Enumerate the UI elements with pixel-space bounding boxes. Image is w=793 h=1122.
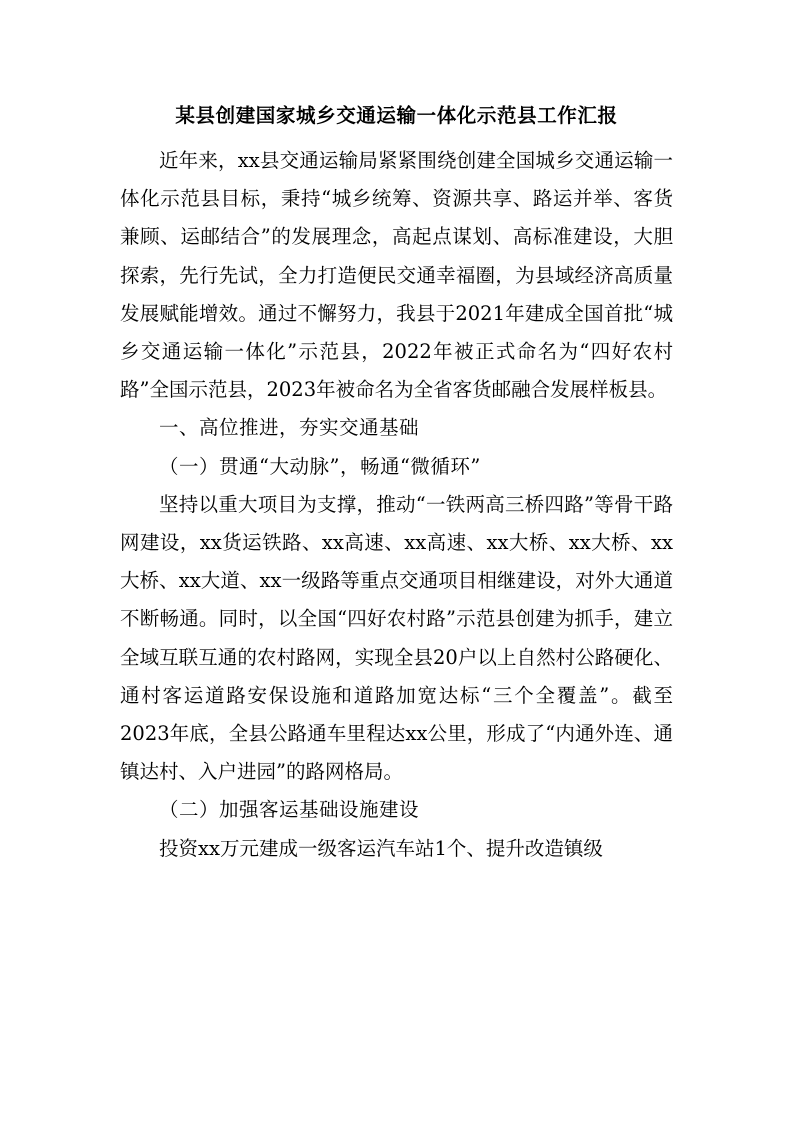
subsection-paragraph: 坚持以重大项目为支撑，推动“一铁两高三桥四路”等骨干路网建设，xx货运铁路、xx高速、xx高速、xx大桥、xx大桥、xx大桥、xx大道、xx一级路等重点交通项目相继建设，对外大通道不断畅通。同时，以全国“四好农村路”示范县创建为抓手，建立全域互联互通的农村路网，实现全县20户以上自然村公路硬化、通村客运道路安保设施和道路加宽达标“三个全覆盖”。截至2023年底，全县公路通车里程达xx公里，形成了“内通外连、通镇达村、入户进园”的路网格局。 [120,492,673,784]
document-body [120,142,673,868]
subsection-heading: （一）贯通“大动脉”，畅通“微循环” [159,454,481,478]
subsection-paragraph: 投资xx万元建成一级客运汽车站1个、提升改造镇级 [159,836,603,860]
intro-paragraph: 近年来，xx县交通运输局紧紧围绕创建全国城乡交通运输一体化示范县目标，秉持“城乡统筹、资源共享、路运并举、客货兼顾、运邮结合”的发展理念，高起点谋划、高标准建设，大胆探索，先行先试，全力打造便民交通幸福圈，为县域经济高质量发展赋能增效。通过不懈努力，我县于2021年建成全国首批“城乡交通运输一体化”示范县，2022年被正式命名为“四好农村路”全国示范县，2023年被命名为全省客货邮融合发展样板县。 [120,149,673,402]
section-heading: 一、高位推进，夯实交通基础 [159,416,420,440]
document-title: 某县创建国家城乡交通运输一体化示范县工作汇报 [175,104,618,127]
subsection-heading: （二）加强客运基础设施建设 [159,798,420,822]
